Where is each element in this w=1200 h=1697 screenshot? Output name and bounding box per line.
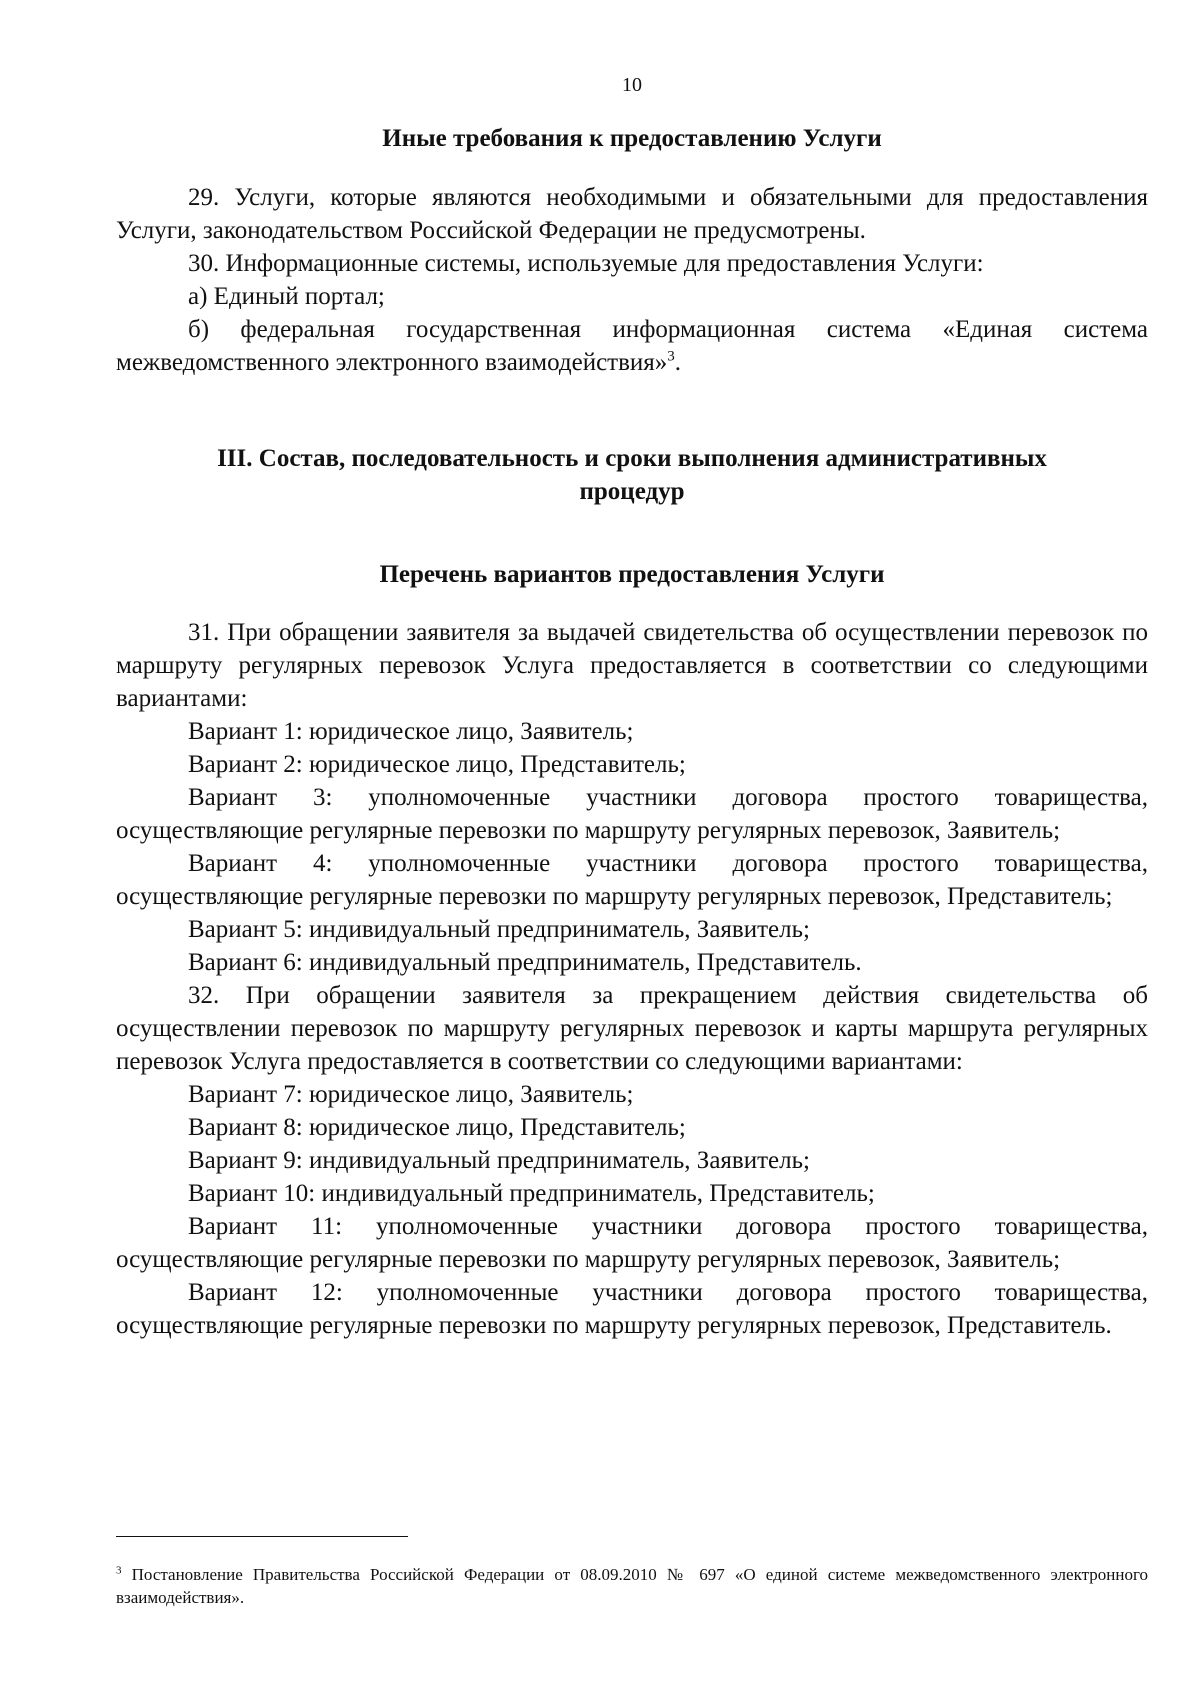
footnote-divider [116,1536,408,1537]
paragraph-32: 32. При обращении заявителя за прекращением действия свидетельства об осуществлении перевозок по маршруту регулярных перевозок и карты маршрута регулярных перевозок Услуга предоставляется в соответствии со следующими вариантами: [116,982,1148,1075]
footnote-marker: 3 [116,1564,122,1577]
footnote-text: Постановление Правительства Российской Федерации от 08.09.2010 № 697 «О единой системе межведомственного электронного взаимодействия». [116,1565,1148,1607]
footnote-3 [116,1563,1148,1609]
variant-12: Вариант 12: уполномоченные участники договора простого товарищества, осуществляющие регулярные перевозки по маршруту регулярных перевозок, Представитель. [116,1279,1148,1339]
variant-5: Вариант 5: индивидуальный предприниматель, Заявитель; [188,916,810,943]
paragraph-30-a: а) Единый портал; [188,283,385,310]
section-heading-iii-line1: III. Состав, последовательность и сроки выполнения административных [217,445,1047,472]
variants-body [116,616,1148,1342]
section-heading-iii-line2: процедур [579,478,685,505]
variant-1: Вариант 1: юридическое лицо, Заявитель; [188,718,634,745]
other-requirements-body [116,181,1148,379]
page-number: 10 [622,74,642,96]
paragraph-30: 30. Информационные системы, используемые для предоставления Услуги: [188,250,984,277]
paragraph-30-b-text: б) федеральная государственная информационная система «Единая система межведомственного электронного взаимодействия» [116,316,1148,376]
variant-9: Вариант 9: индивидуальный предприниматель, Заявитель; [188,1147,810,1174]
variant-2: Вариант 2: юридическое лицо, Представитель; [188,751,686,778]
paragraph-30-b-end: . [674,349,682,376]
footnote-ref-3[interactable]: 3 [667,348,675,365]
paragraph-29: 29. Услуги, которые являются необходимыми и обязательными для предоставления Услуги, законодательством Российской Федерации не предусмотрены. [116,184,1148,244]
variant-11: Вариант 11: уполномоченные участники договора простого товарищества, осуществляющие регулярные перевозки по маршруту регулярных перевозок, Заявитель; [116,1213,1148,1273]
section-heading-iii [116,442,1148,508]
variant-3: Вариант 3: уполномоченные участники договора простого товарищества, осуществляющие регулярные перевозки по маршруту регулярных перевозок, Заявитель; [116,784,1148,844]
paragraph-30-b [116,313,1148,379]
variant-7: Вариант 7: юридическое лицо, Заявитель; [188,1081,634,1108]
section-heading-other-requirements: Иные требования к предоставлению Услуги [382,125,882,152]
variant-4: Вариант 4: уполномоченные участники договора простого товарищества, осуществляющие регулярные перевозки по маршруту регулярных перевозок, Представитель; [116,850,1148,910]
variant-8: Вариант 8: юридическое лицо, Представитель; [188,1114,686,1141]
paragraph-31: 31. При обращении заявителя за выдачей свидетельства об осуществлении перевозок по маршруту регулярных перевозок Услуга предоставляется в соответствии со следующими вариантами: [116,619,1148,712]
variant-6: Вариант 6: индивидуальный предприниматель, Представитель. [188,949,862,976]
variant-10: Вариант 10: индивидуальный предприниматель, Представитель; [188,1180,875,1207]
section-heading-variants: Перечень вариантов предоставления Услуги [379,561,885,588]
